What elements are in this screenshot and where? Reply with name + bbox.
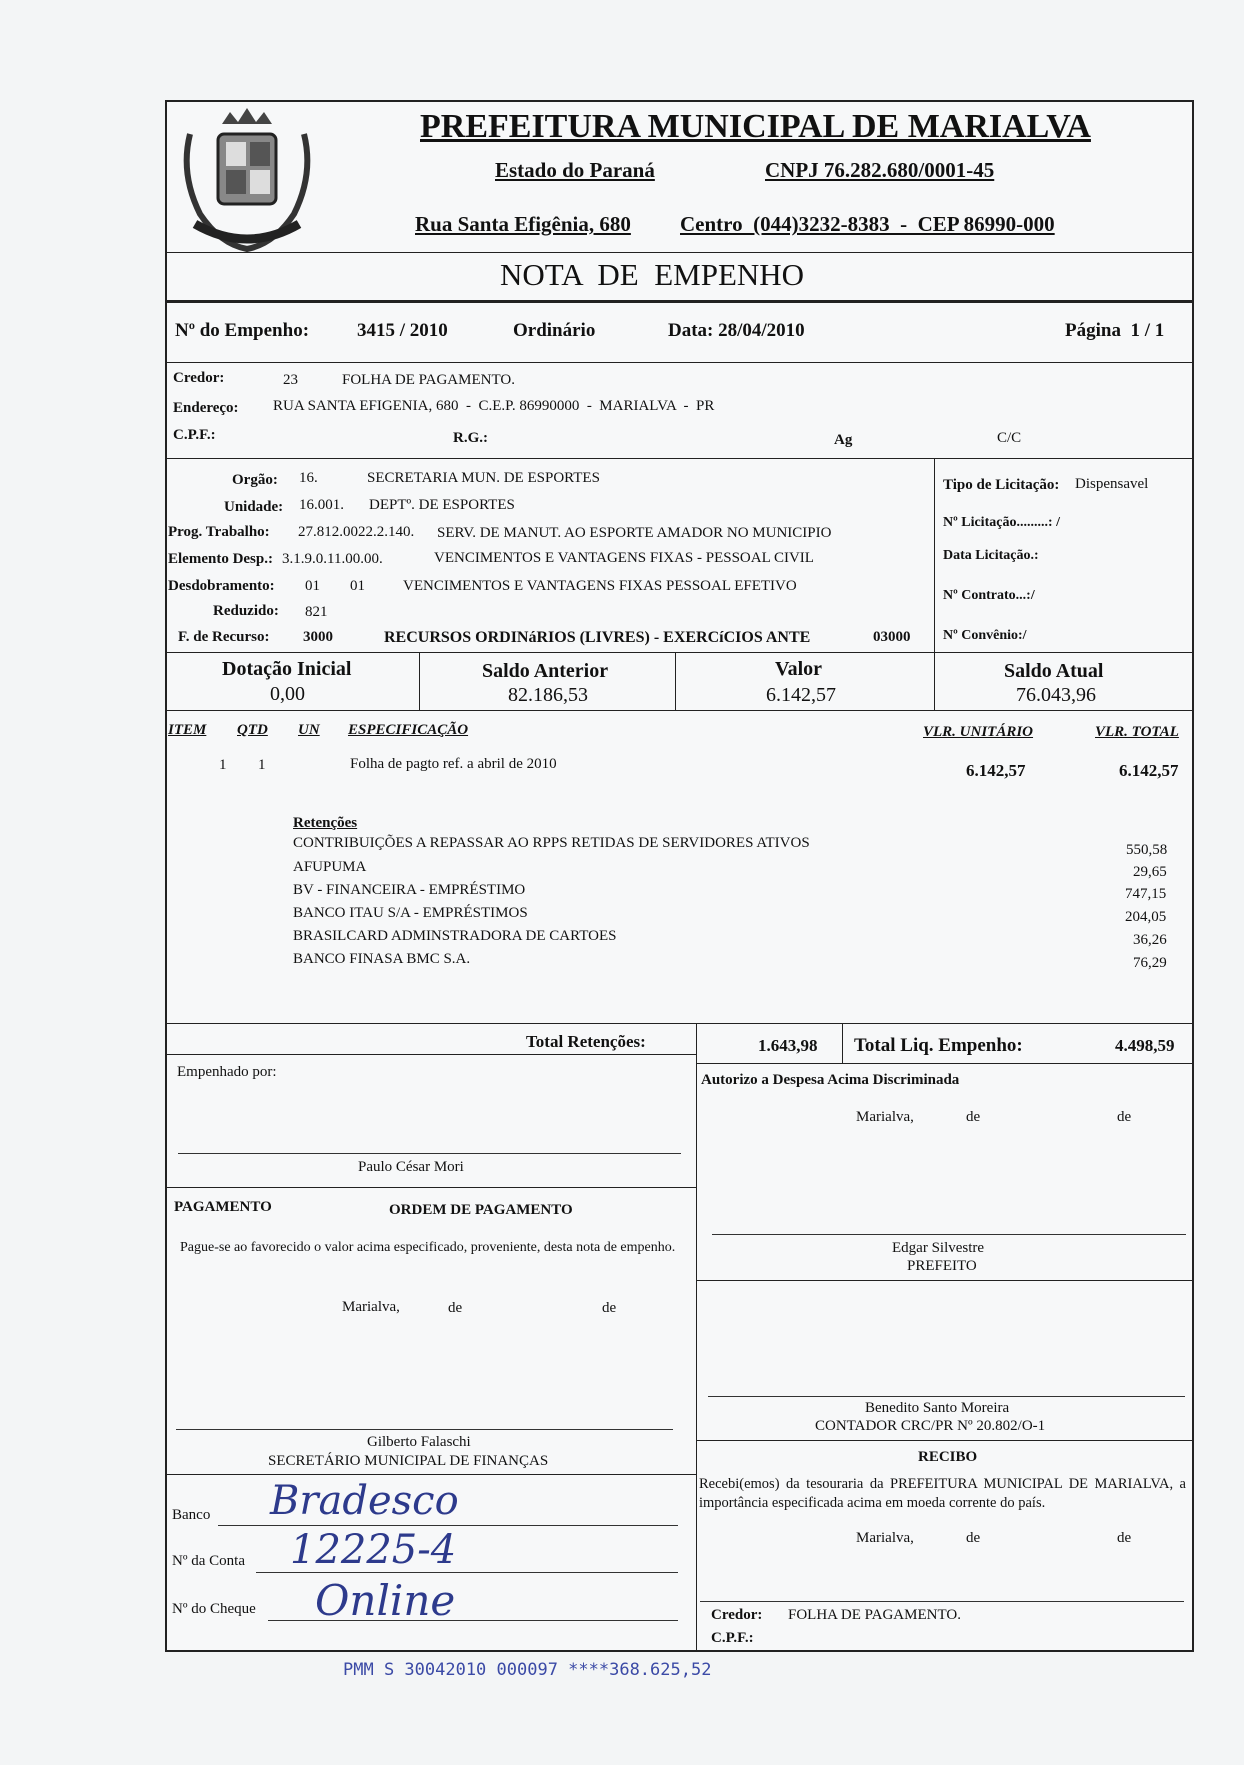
retencao-valor: 747,15: [1125, 886, 1167, 902]
retencao-desc: AFUPUMA: [293, 859, 367, 875]
retencao-desc: BANCO ITAU S/A - EMPRÉSTIMOS: [293, 905, 528, 921]
ordem-label: ORDEM DE PAGAMENTO: [389, 1202, 573, 1218]
retencao-desc: BANCO FINASA BMC S.A.: [293, 951, 471, 967]
col-vlr-unit: VLR. UNITÁRIO: [923, 724, 1034, 740]
licitacao-tipo-label: Tipo de Licitação:: [943, 477, 1060, 493]
item-espec: Folha de pagto ref. a abril de 2010: [350, 756, 557, 772]
reduz-label: Reduzido:: [213, 603, 279, 619]
prefeito-nome: Edgar Silvestre: [892, 1240, 985, 1256]
autorizo-local: Marialva,: [856, 1109, 914, 1125]
header-address-rest: Centro (044)3232-8383 - CEP 86990-000: [680, 212, 1055, 236]
recibo-local: Marialva,: [856, 1530, 914, 1546]
recurso-label: F. de Recurso:: [178, 629, 270, 645]
orgao-code: 16.: [299, 470, 318, 486]
col-espec: ESPECIFICAÇÃO: [348, 722, 469, 738]
licitacao-convenio: Nº Convênio:/: [943, 628, 1027, 643]
unidade-label: Unidade:: [224, 499, 284, 515]
dotacao-value: 0,00: [270, 683, 305, 705]
item-total: 6.142,57: [1119, 761, 1179, 780]
coat-of-arms-icon: [170, 104, 325, 254]
retencao-valor: 76,29: [1133, 955, 1167, 971]
retencoes-title: Retenções: [293, 815, 358, 831]
total-liq-label: Total Liq. Empenho:: [854, 1035, 1023, 1056]
saldo-atual-value: 76.043,96: [1016, 684, 1096, 706]
prog: SERV. DE MANUT. AO ESPORTE AMADOR NO MUNICIPIO: [437, 525, 832, 541]
banco-value: Bradesco: [270, 1478, 459, 1524]
licitacao-num: Nº Licitação.........: /: [943, 515, 1060, 530]
prefeito-cargo: PREFEITO: [907, 1258, 977, 1274]
col-un: UN: [298, 722, 320, 738]
saldo-anterior-value: 82.186,53: [508, 684, 588, 706]
saldo-atual-label: Saldo Atual: [1004, 660, 1104, 682]
desd-code2: 01: [350, 578, 365, 594]
cpf-label: C.P.F.:: [173, 427, 216, 443]
recibo-de2: de: [1117, 1530, 1132, 1546]
header-title: PREFEITURA MUNICIPAL DE MARIALVA: [420, 108, 1091, 145]
conta-value: 12225-4: [290, 1527, 457, 1573]
reduz: 821: [305, 604, 328, 620]
recibo-credor: FOLHA DE PAGAMENTO.: [788, 1607, 961, 1623]
header-state: Estado do Paraná: [495, 158, 655, 182]
recurso: RECURSOS ORDINáRIOS (LIVRES) - EXERCíCIOS ANTE: [384, 629, 811, 646]
recibo-credor-label: Credor:: [711, 1607, 763, 1623]
retencao-valor: 204,05: [1125, 909, 1167, 925]
empenhado-nome: Paulo César Mori: [358, 1159, 464, 1175]
valor-value: 6.142,57: [766, 684, 836, 706]
orgao-label: Orgão:: [232, 472, 278, 488]
dotacao-label: Dotação Inicial: [222, 658, 352, 680]
desd-code1: 01: [305, 578, 320, 594]
endereco: RUA SANTA EFIGENIA, 680 - C.E.P. 86990000 - MARIALVA - PR: [273, 398, 715, 414]
autorizo-de1: de: [966, 1109, 981, 1125]
autorizo-text: Autorizo a Despesa Acima Discriminada: [701, 1072, 960, 1088]
retencao-desc: CONTRIBUIÇÕES A REPASSAR AO RPPS RETIDAS DE SERVIDORES ATIVOS: [293, 835, 810, 851]
total-liq-value: 4.498,59: [1115, 1036, 1175, 1055]
elem-code: 3.1.9.0.11.00.00.: [282, 551, 383, 567]
desd: VENCIMENTOS E VANTAGENS FIXAS PESSOAL EFETIVO: [403, 578, 797, 594]
ordem-local: Marialva,: [342, 1299, 400, 1315]
ordem-de2: de: [602, 1300, 617, 1316]
empenho-num: 3415 / 2010: [357, 320, 448, 341]
ag-label: Ag: [834, 432, 853, 448]
credor-code: 23: [283, 372, 298, 388]
ordem-text: Pague-se ao favorecido o valor acima especificado, proveniente, desta nota de empenho.: [180, 1240, 676, 1255]
col-qtd: QTD: [237, 722, 268, 738]
endereco-label: Endereço:: [173, 400, 239, 416]
col-item: ITEM: [168, 722, 207, 738]
retencao-desc: BRASILCARD ADMINSTRADORA DE CARTOES: [293, 928, 617, 944]
contador-cargo: CONTADOR CRC/PR Nº 20.802/O-1: [815, 1418, 1046, 1434]
retencao-valor: 550,58: [1126, 842, 1168, 858]
desd-label: Desdobramento:: [168, 578, 275, 594]
unidade: DEPTº. DE ESPORTES: [369, 497, 515, 513]
pagamento-label: PAGAMENTO: [174, 1199, 272, 1215]
prog-label: Prog. Trabalho:: [168, 524, 270, 540]
empenho-data: Data: 28/04/2010: [668, 320, 805, 341]
recibo-text: Recebi(emos) da tesouraria da PREFEITURA MUNICIPAL DE MARIALVA, a importância especificada acima em moeda corrente do país.: [699, 1476, 1186, 1511]
banco-label: Banco: [172, 1507, 211, 1523]
cheque-value: Online: [315, 1576, 456, 1625]
recurso-code: 3000: [303, 629, 333, 645]
retencao-desc: BV - FINANCEIRA - EMPRÉSTIMO: [293, 882, 526, 898]
elem-label: Elemento Desp.:: [168, 551, 273, 567]
footer-stamp: PMM S 30042010 000097 ****368.625,52: [343, 1660, 712, 1680]
ordem-de1: de: [448, 1300, 463, 1316]
secretario-nome: Gilberto Falaschi: [367, 1434, 471, 1450]
contador-nome: Benedito Santo Moreira: [865, 1400, 1010, 1416]
secretario-cargo: SECRETÁRIO MUNICIPAL DE FINANÇAS: [268, 1453, 549, 1469]
prog-code: 27.812.0022.2.140.: [298, 524, 415, 540]
licitacao-contrato: Nº Contrato...:/: [943, 588, 1035, 603]
rg-label: R.G.:: [453, 430, 488, 446]
item-unit: 6.142,57: [966, 761, 1026, 780]
header-address: Rua Santa Efigênia, 680: [415, 212, 631, 236]
recibo-cpf-label: C.P.F.:: [711, 1630, 754, 1646]
empenho-num-label: Nº do Empenho:: [175, 320, 310, 341]
licitacao-tipo: Dispensavel: [1075, 476, 1149, 492]
header-cnpj: CNPJ 76.282.680/0001-45: [765, 158, 995, 182]
col-vlr-total: VLR. TOTAL: [1095, 724, 1179, 740]
orgao: SECRETARIA MUN. DE ESPORTES: [367, 470, 600, 486]
empenho-tipo: Ordinário: [513, 320, 596, 341]
retencao-valor: 36,26: [1133, 932, 1167, 948]
licitacao-data: Data Licitação.:: [943, 548, 1039, 563]
credor-name: FOLHA DE PAGAMENTO.: [342, 372, 515, 388]
empenho-pagina: Página 1 / 1: [1065, 320, 1165, 341]
total-retencoes-value: 1.643,98: [758, 1036, 818, 1055]
item-qtd: 1: [258, 757, 266, 773]
credor-label: Credor:: [173, 370, 225, 386]
cheque-label: Nº do Cheque: [172, 1601, 256, 1617]
retencao-valor: 29,65: [1133, 864, 1167, 880]
unidade-code: 16.001.: [299, 497, 344, 513]
recibo-de1: de: [966, 1530, 981, 1546]
conta-label: Nº da Conta: [172, 1553, 245, 1569]
elem: VENCIMENTOS E VANTAGENS FIXAS - PESSOAL CIVIL: [434, 550, 814, 566]
empenhado-label: Empenhado por:: [177, 1064, 277, 1080]
cc-label: C/C: [997, 430, 1022, 446]
item-num: 1: [219, 757, 227, 773]
valor-label: Valor: [775, 658, 823, 680]
recurso-code2: 03000: [873, 629, 911, 645]
doc-title: NOTA DE EMPENHO: [500, 257, 805, 292]
recibo-title: RECIBO: [918, 1449, 978, 1465]
total-retencoes-label: Total Retenções:: [526, 1032, 646, 1051]
saldo-anterior-label: Saldo Anterior: [482, 660, 609, 682]
autorizo-de2: de: [1117, 1109, 1132, 1125]
